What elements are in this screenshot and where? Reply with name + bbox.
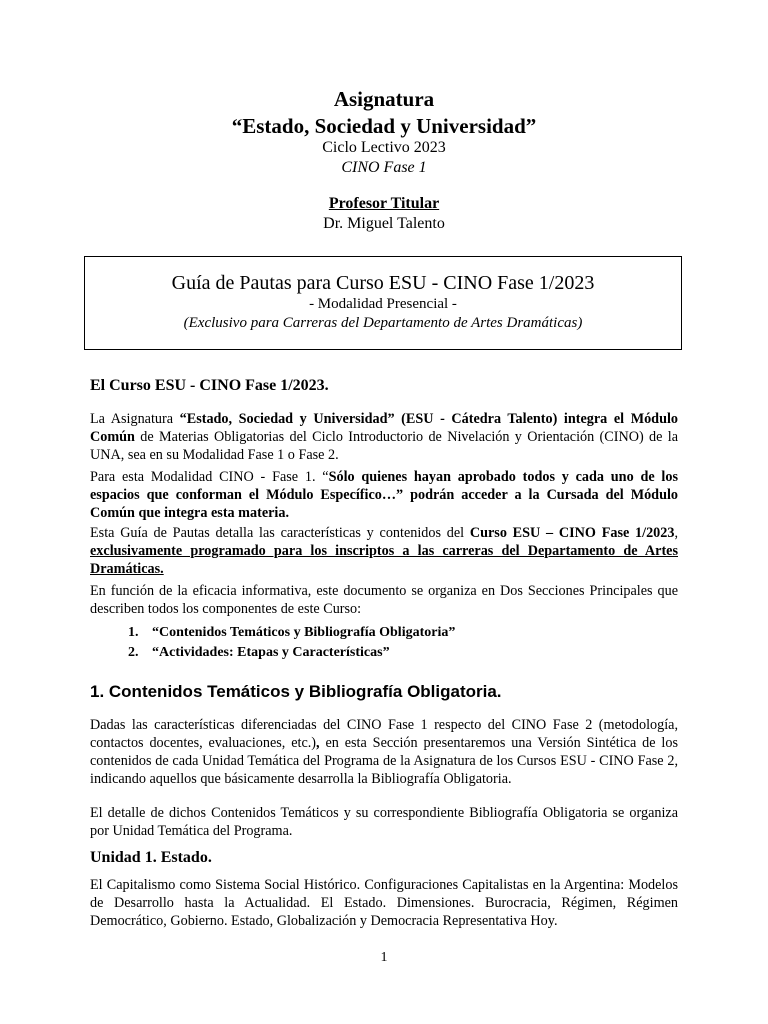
paragraph-funcion: En función de la eficacia informativa, este documento se organiza en Dos Secciones Principales que describen todos los componentes de este Curso:	[90, 583, 678, 617]
guide-note: (Exclusivo para Carreras del Departamento de Artes Dramáticas)	[183, 315, 583, 331]
text-run: La Asignatura	[90, 411, 180, 427]
guide-modality: - Modalidad Presencial -	[309, 296, 457, 312]
text-run: ,	[674, 525, 678, 541]
header-label: Asignatura	[333, 87, 435, 111]
list-item	[128, 624, 455, 642]
list-number: 1.	[128, 625, 139, 640]
text-run-bold: Curso ESU – CINO Fase 1/2023	[469, 525, 675, 541]
text-run-bold: ,	[316, 735, 320, 751]
cycle-label: Ciclo Lectivo 2023	[322, 139, 446, 156]
guide-title-box	[84, 256, 682, 350]
paragraph-asignatura	[90, 410, 678, 464]
section-heading-contenidos: 1. Contenidos Temáticos y Bibliografía Obligatoria.	[90, 682, 502, 701]
list-text: “Contenidos Temáticos y Bibliografía Obligatoria”	[152, 625, 456, 640]
list-item	[128, 644, 390, 662]
professor-role: Profesor Titular	[328, 195, 440, 212]
text-run: Dadas las características diferenciadas del CINO Fase 1 respecto del CINO Fase 2 (metodología, contactos docentes, evaluaciones, etc.)	[90, 717, 678, 751]
section-heading-curso: El Curso ESU - CINO Fase 1/2023.	[90, 377, 329, 394]
text-run-bold: “Estado, Sociedad y Universidad” (ESU - Cátedra Talento) integra el Módulo Común	[90, 411, 678, 445]
guide-title: Guía de Pautas para Curso ESU - CINO Fase 1/2023	[171, 272, 595, 294]
list-text: “Actividades: Etapas y Características”	[152, 645, 390, 660]
professor-name: Dr. Miguel Talento	[323, 215, 445, 232]
paragraph-modalidad	[90, 468, 678, 522]
text-run: Esta Guía de Pautas detalla las características y contenidos del	[90, 525, 470, 541]
unit-heading: Unidad 1. Estado.	[90, 849, 212, 866]
paragraph-dadas	[90, 716, 678, 788]
paragraph-guia	[90, 524, 678, 578]
page-number: 1	[380, 950, 388, 965]
text-run: en esta Sección presentaremos una Versión Sintética de los contenidos de cada Unidad Temática del Programa de la Asignatura de los Cursos ESU - CINO Fase 2, indicando aquellos que básicamente desarrolla la Bibliografía Obligatoria.	[90, 735, 678, 787]
paragraph-unit-text: El Capitalismo como Sistema Social Histórico. Configuraciones Capitalistas en la Argentina: Modelos de Desarrollo hasta la Actualidad. El Estado. Dimensiones. Burocracia, Régimen, Régimen Democrático, Gobierno. Estado, Globalización y Democracia Representativa Hoy.	[90, 877, 678, 929]
course-title: “Estado, Sociedad y Universidad”	[231, 114, 537, 138]
text-run: Para esta Modalidad CINO - Fase 1. “	[90, 469, 329, 485]
list-number: 2.	[128, 645, 139, 660]
text-run-bold: Sólo quienes hayan aprobado todos y cada uno de los espacios que conforman el Módulo Específico…” podrán acceder a la Cursada del Módulo Común que integra esta materia.	[90, 469, 678, 521]
phase-label: CINO Fase 1	[341, 159, 427, 176]
text-run: de Materias Obligatorias del Ciclo Introductorio de Nivelación y Orientación (CINO) de la UNA, sea en su Modalidad Fase 1 o Fase 2.	[90, 429, 678, 463]
text-run-underlined: exclusivamente programado para los inscriptos a las carreras del Departamento de Artes Dramáticas.	[90, 543, 678, 577]
paragraph-detalle: El detalle de dichos Contenidos Temáticos y su correspondiente Bibliografía Obligatoria se organiza por Unidad Temática del Programa.	[90, 805, 678, 839]
